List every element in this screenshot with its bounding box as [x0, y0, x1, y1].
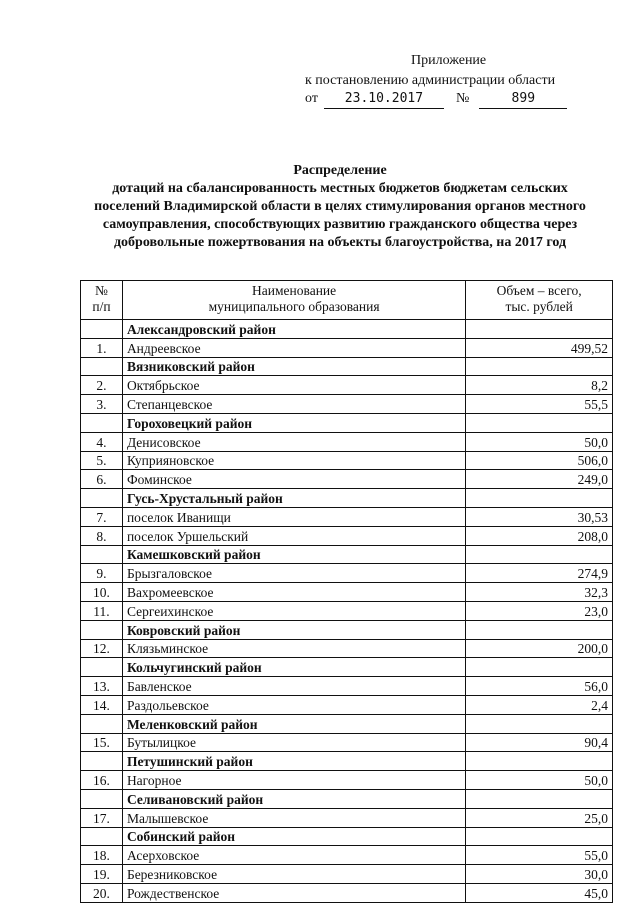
- amount-value: 208,0: [466, 526, 613, 545]
- district-name: Селивановский район: [122, 789, 465, 808]
- district-name: Меленковский район: [122, 714, 465, 733]
- from-label: от: [305, 91, 318, 106]
- amount-value: 32,3: [466, 583, 613, 602]
- document-heading: [70, 162, 610, 252]
- row-number: 10.: [81, 583, 123, 602]
- district-value-cell: [466, 413, 613, 432]
- table-row: [81, 695, 613, 714]
- district-row: [81, 714, 613, 733]
- resolution-date: 23.10.2017: [324, 90, 444, 109]
- district-value-cell: [466, 752, 613, 771]
- row-number: 19.: [81, 865, 123, 884]
- district-row: [81, 413, 613, 432]
- settlement-name: Андреевское: [122, 338, 465, 357]
- amount-value: 499,52: [466, 338, 613, 357]
- row-number: 5.: [81, 451, 123, 470]
- row-number: 3.: [81, 395, 123, 414]
- table-row: [81, 808, 613, 827]
- settlement-name: Бутылицкое: [122, 733, 465, 752]
- district-value-cell: [466, 620, 613, 639]
- district-name: Вязниковский район: [122, 357, 465, 376]
- district-name: Кольчугинский район: [122, 658, 465, 677]
- district-name: Камешковский район: [122, 545, 465, 564]
- table-row: [81, 507, 613, 526]
- table-row: [81, 376, 613, 395]
- appendix-resolution-line: к постановлению администрации области: [305, 73, 556, 88]
- amount-value: 23,0: [466, 601, 613, 620]
- table-header-row: [81, 281, 613, 320]
- district-number-cell: [81, 413, 123, 432]
- settlement-name: Асерховское: [122, 846, 465, 865]
- settlement-name: Октябрьское: [122, 376, 465, 395]
- amount-value: 50,0: [466, 432, 613, 451]
- amount-value: 30,53: [466, 507, 613, 526]
- settlement-name: поселок Иванищи: [122, 507, 465, 526]
- header-number: № п/п: [81, 281, 123, 320]
- district-number-cell: [81, 752, 123, 771]
- settlement-name: Сергеихинское: [122, 601, 465, 620]
- heading-line-5: добровольные пожертвования на объекты благоустройства, на 2017 год: [113, 235, 567, 250]
- district-name: Гусь-Хрустальный район: [122, 489, 465, 508]
- settlement-name: Раздольевское: [122, 695, 465, 714]
- table-row: [81, 338, 613, 357]
- settlement-name: Степанцевское: [122, 395, 465, 414]
- district-number-cell: [81, 489, 123, 508]
- settlement-name: Куприяновское: [122, 451, 465, 470]
- row-number: 17.: [81, 808, 123, 827]
- amount-value: 249,0: [466, 470, 613, 489]
- district-value-cell: [466, 489, 613, 508]
- district-name: Ковровский район: [122, 620, 465, 639]
- settlement-name: Рождественское: [122, 883, 465, 902]
- header-volume: Объем – всего, тыс. рублей: [466, 281, 613, 320]
- row-number: 20.: [81, 883, 123, 902]
- district-value-cell: [466, 827, 613, 846]
- district-number-cell: [81, 789, 123, 808]
- district-number-cell: [81, 320, 123, 339]
- header-name: Наименование муниципального образования: [122, 281, 465, 320]
- amount-value: 55,0: [466, 846, 613, 865]
- row-number: 11.: [81, 601, 123, 620]
- row-number: 9.: [81, 564, 123, 583]
- district-value-cell: [466, 357, 613, 376]
- table-row: [81, 470, 613, 489]
- table-row: [81, 564, 613, 583]
- district-row: [81, 357, 613, 376]
- district-number-cell: [81, 658, 123, 677]
- appendix-date-number-line: [305, 90, 575, 109]
- amount-value: 90,4: [466, 733, 613, 752]
- settlement-name: Бавленское: [122, 677, 465, 696]
- table-row: [81, 601, 613, 620]
- row-number: 16.: [81, 771, 123, 790]
- district-name: Собинский район: [122, 827, 465, 846]
- heading-line-1: Распределение: [293, 163, 387, 178]
- heading-line-2: дотаций на сбалансированность местных бюджетов бюджетам сельских: [112, 181, 568, 196]
- resolution-number: 899: [479, 90, 567, 109]
- settlement-name: Брызгаловское: [122, 564, 465, 583]
- row-number: 18.: [81, 846, 123, 865]
- district-value-cell: [466, 714, 613, 733]
- district-name: Александровский район: [122, 320, 465, 339]
- amount-value: 2,4: [466, 695, 613, 714]
- amount-value: 8,2: [466, 376, 613, 395]
- amount-value: 30,0: [466, 865, 613, 884]
- amount-value: 25,0: [466, 808, 613, 827]
- row-number: 14.: [81, 695, 123, 714]
- row-number: 2.: [81, 376, 123, 395]
- table-row: [81, 883, 613, 902]
- district-row: [81, 620, 613, 639]
- table-row: [81, 865, 613, 884]
- district-row: [81, 789, 613, 808]
- amount-value: 45,0: [466, 883, 613, 902]
- amount-value: 50,0: [466, 771, 613, 790]
- settlement-name: Березниковское: [122, 865, 465, 884]
- table-row: [81, 771, 613, 790]
- table-row: [81, 733, 613, 752]
- row-number: 7.: [81, 507, 123, 526]
- amount-value: 506,0: [466, 451, 613, 470]
- table-row: [81, 451, 613, 470]
- district-row: [81, 489, 613, 508]
- settlement-name: поселок Уршельский: [122, 526, 465, 545]
- district-number-cell: [81, 827, 123, 846]
- district-row: [81, 658, 613, 677]
- district-number-cell: [81, 545, 123, 564]
- settlement-name: Фоминское: [122, 470, 465, 489]
- district-name: Петушинский район: [122, 752, 465, 771]
- distribution-table: [80, 280, 613, 903]
- settlement-name: Малышевское: [122, 808, 465, 827]
- row-number: 8.: [81, 526, 123, 545]
- table-row: [81, 526, 613, 545]
- district-number-cell: [81, 620, 123, 639]
- amount-value: 56,0: [466, 677, 613, 696]
- table-row: [81, 583, 613, 602]
- table-row: [81, 395, 613, 414]
- district-value-cell: [466, 320, 613, 339]
- table-row: [81, 846, 613, 865]
- number-label: №: [455, 91, 470, 106]
- district-number-cell: [81, 357, 123, 376]
- row-number: 1.: [81, 338, 123, 357]
- amount-value: 274,9: [466, 564, 613, 583]
- settlement-name: Клязьминское: [122, 639, 465, 658]
- settlement-name: Денисовское: [122, 432, 465, 451]
- settlement-name: Нагорное: [122, 771, 465, 790]
- appendix-title: Приложение: [411, 53, 487, 68]
- district-row: [81, 320, 613, 339]
- row-number: 6.: [81, 470, 123, 489]
- district-value-cell: [466, 658, 613, 677]
- district-row: [81, 545, 613, 564]
- district-row: [81, 752, 613, 771]
- heading-line-3: поселений Владимирской области в целях стимулирования органов местного: [94, 199, 586, 214]
- amount-value: 55,5: [466, 395, 613, 414]
- district-value-cell: [466, 545, 613, 564]
- table-row: [81, 677, 613, 696]
- table-body: [81, 320, 613, 903]
- row-number: 13.: [81, 677, 123, 696]
- amount-value: 200,0: [466, 639, 613, 658]
- row-number: 4.: [81, 432, 123, 451]
- district-number-cell: [81, 714, 123, 733]
- row-number: 12.: [81, 639, 123, 658]
- district-name: Гороховецкий район: [122, 413, 465, 432]
- heading-line-4: самоуправления, способствующих развитию гражданского общества через: [102, 217, 578, 232]
- district-row: [81, 827, 613, 846]
- settlement-name: Вахромеевское: [122, 583, 465, 602]
- table-row: [81, 639, 613, 658]
- table-row: [81, 432, 613, 451]
- row-number: 15.: [81, 733, 123, 752]
- district-value-cell: [466, 789, 613, 808]
